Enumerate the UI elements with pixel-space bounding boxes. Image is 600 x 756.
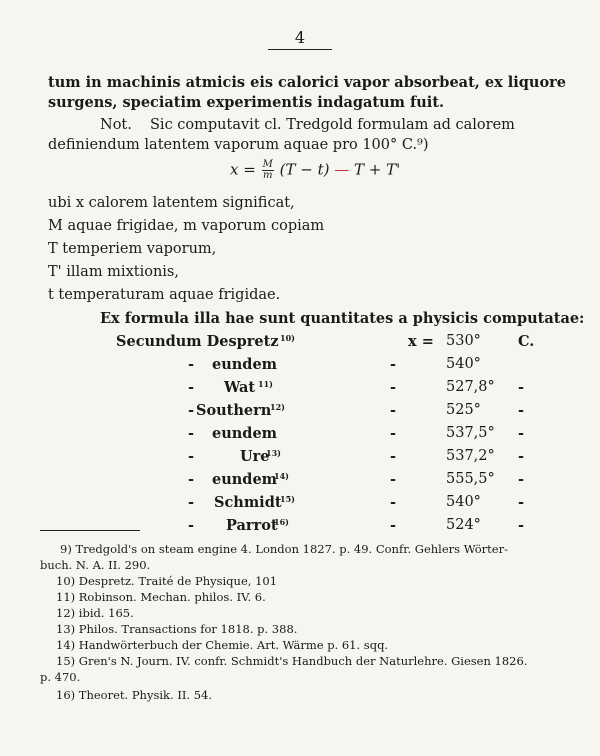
row-eq: x = — [408, 333, 434, 350]
row-name: Southern — [196, 402, 272, 419]
body-line-1: tum in machinis atmicis eis calorici vapor absorbeat, ex liquore — [48, 74, 567, 91]
body-line-4: definiendum latentem vaporum aquae pro 100° C.⁹) — [48, 137, 429, 153]
formula-minus: — — [334, 160, 350, 179]
row-name: Ure — [240, 448, 270, 465]
footnote-11: 11) Robinson. Mechan. philos. IV. 6. — [56, 590, 266, 604]
page-number: 4 — [268, 28, 332, 50]
formula-lhs: x = — [230, 160, 256, 179]
row-ref: 14) — [274, 471, 289, 481]
row-value: 537,5° — [446, 425, 495, 441]
row-name: Secundum Despretz — [116, 333, 279, 350]
row-name: Schmidt — [214, 494, 282, 511]
formula-denominator: m — [262, 170, 273, 181]
row-ref: 10) — [280, 333, 295, 343]
row-ref: 12) — [270, 402, 285, 412]
formula-numerator: M — [262, 159, 273, 170]
row-value: 540° — [446, 494, 481, 510]
row-eq: - — [390, 425, 397, 442]
row-unit: - — [518, 425, 525, 442]
table-row: - eundem - 537,5° - — [188, 425, 525, 442]
row-value: 524° — [446, 517, 481, 533]
table-row: - eundem - 540° — [188, 356, 481, 373]
row-unit: - — [518, 494, 525, 511]
row-value: 540° — [446, 356, 481, 372]
footnote-15-cont: p. 470. — [40, 670, 81, 684]
latent-heat-formula — [230, 160, 400, 181]
table-row: - eundem 14) - 555,5° - — [188, 471, 525, 488]
body-line-3: Sic computavit cl. Tredgold formulam ad calorem — [150, 117, 515, 133]
row-name: Wat — [224, 379, 256, 396]
row-value: 527,8° — [446, 379, 495, 395]
row-name: eundem — [212, 471, 278, 488]
note-label: Not. — [100, 117, 132, 133]
row-eq: - — [390, 471, 397, 488]
row-unit: - — [518, 379, 525, 396]
body-line-2: surgens, speciatim experimentis indagatum fuit. — [48, 94, 445, 111]
row-unit: C. — [518, 333, 535, 350]
row-unit: - — [518, 402, 525, 419]
footnote-divider — [40, 530, 140, 531]
row-ref: 15) — [280, 494, 295, 504]
definition-line-3: T temperiem vaporum, — [48, 241, 217, 257]
footnote-16: 16) Theoret. Physik. II. 54. — [56, 688, 213, 702]
footnote-12: 12) ibid. 165. — [56, 606, 134, 620]
row-value: 555,5° — [446, 471, 495, 487]
row-value: 525° — [446, 402, 481, 418]
table-row: - Ure 13) - 537,2° - — [188, 448, 525, 465]
row-value: 537,2° — [446, 448, 495, 464]
row-eq: - — [390, 494, 397, 511]
table-row: - Wat 11) - 527,8° - — [188, 379, 525, 396]
row-eq: - — [390, 379, 397, 396]
table-row: - Parrot 16) - 524° - — [188, 517, 525, 534]
footnote-9: 9) Tredgold's on steam engine 4. London 1827. p. 49. Confr. Gehlers Wörter- — [60, 542, 508, 556]
row-ref: 13) — [266, 448, 281, 458]
formula-fraction — [262, 160, 274, 181]
row-ref: 16) — [274, 517, 289, 527]
row-eq: - — [390, 517, 397, 534]
row-unit: - — [518, 448, 525, 465]
footnote-14: 14) Handwörterbuch der Chemie. Art. Wärme p. 61. sqq. — [56, 638, 389, 652]
definition-line-4: T' illam mixtionis, — [48, 264, 179, 280]
row-name: eundem — [212, 356, 278, 373]
row-value: 530° — [446, 333, 481, 349]
table-row: - Schmidt 15) - 540° - — [188, 494, 525, 511]
row-unit: - — [518, 517, 525, 534]
definition-line-2: M aquae frigidae, m vaporum copiam — [48, 218, 325, 234]
row-eq: - — [390, 402, 397, 419]
row-ref: 11) — [258, 379, 273, 389]
definition-line-5: t temperaturam aquae frigidae. — [48, 287, 281, 303]
row-eq: - — [390, 448, 397, 465]
definition-line-1: ubi x calorem latentem significat, — [48, 195, 295, 211]
formula-rest: T + T' — [354, 160, 401, 179]
row-name: Parrot — [226, 517, 278, 534]
footnote-13: 13) Philos. Transactions for 1818. p. 388. — [56, 622, 298, 636]
row-unit: - — [518, 471, 525, 488]
footnote-9-cont: buch. N. A. II. 290. — [40, 558, 151, 572]
row-eq: - — [390, 356, 397, 373]
table-row: - Southern 12) - 525° - — [188, 402, 525, 419]
table-intro: Ex formula illa hae sunt quantitates a physicis computatae: — [100, 310, 585, 327]
footnote-15: 15) Gren's N. Journ. IV. confr. Schmidt's Handbuch der Naturlehre. Giesen 1826. — [56, 654, 528, 668]
table-row — [48, 333, 568, 355]
formula-middle: (T − t) — [279, 160, 330, 179]
footnote-10: 10) Despretz. Traité de Physique, 101 — [56, 574, 278, 588]
row-name: eundem — [212, 425, 278, 442]
